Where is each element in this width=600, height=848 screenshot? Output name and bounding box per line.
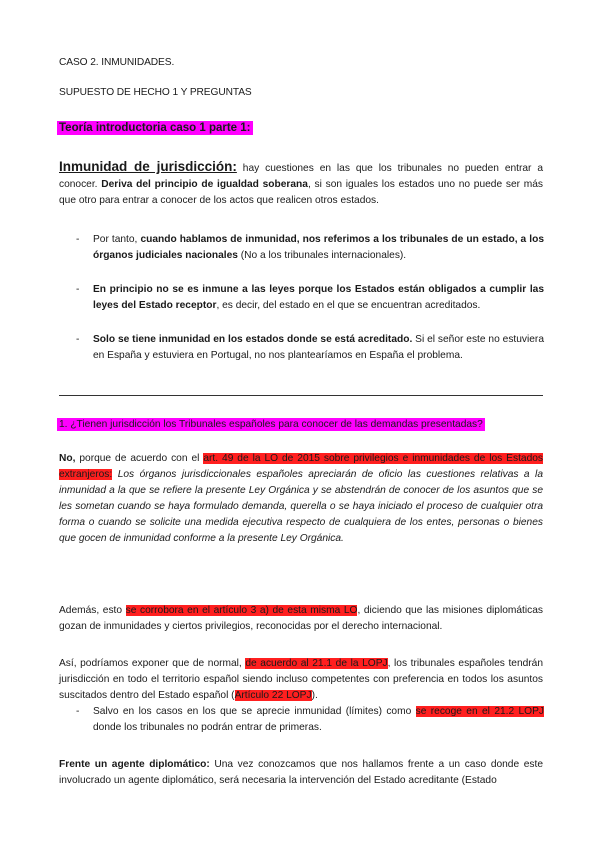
bullet-dash: -	[76, 706, 80, 717]
bullet-dash: -	[76, 284, 80, 295]
section-title: Teoría introductoria caso 1 parte 1:	[59, 122, 251, 134]
legal-reference-highlight: de acuerdo al 21.1 de la LOPJ	[245, 658, 388, 669]
ademas-paragraph: Además, esto se corrobora en el artículo 3 a) de esta misma LO, diciendo que las misiones diplomáticas gozan de inmunidades y ciertos privilegios, reconocidas por el derecho internacional.	[59, 605, 543, 632]
legal-reference-highlight: se corrobora en el artículo 3 a) de esta misma LO	[125, 605, 358, 616]
bullet-item: Por tanto, cuando hablamos de inmunidad, nos referimos a los tribunales de un estado, a los órganos judiciales nacionales (No a los tribunales internacionales).	[93, 234, 544, 261]
frente-paragraph: Frente un agente diplomático: Una vez conozcamos que nos hallamos frente a un caso donde este involucrado un agente diplomático, será necesaria la intervención del Estado acreditante (Estado	[59, 759, 543, 786]
salvo-item: Salvo en los casos en los que se aprecie inmunidad (límites) como se recoge en el 21.2 LOPJ donde los tribunales no podrán entrar de primeras.	[93, 706, 544, 733]
asi-paragraph: Así, podríamos exponer que de normal, de acuerdo al 21.1 de la LOPJ, los tribunales españoles tendrán jurisdicción en todo el territorio español siendo incluso competentes con preferencia en todos los asuntos suscitados dentro del Estado español (Artículo 22 LOPJ).	[59, 658, 543, 701]
bullet-dash: -	[76, 334, 80, 345]
intro-paragraph: Inmunidad de jurisdicción: hay cuestiones en las que los tribunales no pueden entrar a conocer. Deriva del principio de igualdad soberana, si son iguales los estados uno no puede ser más que otro para entrar a conocer de los actos que realicen otros estados.	[59, 159, 544, 206]
intro-heading: Inmunidad de jurisdicción:	[59, 159, 237, 174]
legal-reference-highlight: Artículo 22 LOPJ	[234, 690, 312, 701]
bullet-item: Solo se tiene inmunidad en los estados donde se está acreditado. Si el señor este no estuviera en España y estuviera en Portugal, no nos plantearíamos en España el problema.	[93, 334, 544, 361]
legal-reference-highlight: se recoge en el 21.2 LOPJ	[415, 706, 544, 717]
bullet-item: En principio no se es inmune a las leyes porque los Estados están obligados a cumplir las leyes del Estado receptor, es decir, del estado en el que se encuentran acreditados.	[93, 284, 544, 311]
case-title: CASO 2. INMUNIDADES.	[59, 57, 175, 68]
subtitle: SUPUESTO DE HECHO 1 Y PREGUNTAS	[59, 87, 252, 98]
horizontal-rule	[59, 395, 543, 396]
bullet-dash: -	[76, 234, 80, 245]
question-1: 1. ¿Tienen jurisdicción los Tribunales españoles para conocer de las demandas presentadas?	[59, 419, 483, 430]
legal-reference-highlight: art. 49 de la LO de 2015 sobre privilegios e inmunidades de los Estados extranjeros:	[59, 453, 543, 480]
answer-paragraph: No, porque de acuerdo con el art. 49 de la LO de 2015 sobre privilegios e inmunidades de los Estados extranjeros: Los órganos jurisdiccionales españoles apreciarán de oficio las cuestiones relativas a la inmunidad a la que se refiere la presente Ley Orgánica y se abstendrán de conocer de los asuntos que se les sometan cuando se haya formulado demanda, querella o se haya iniciado el proceso de cualquier otra forma o cuando se solicite una medida ejecutiva respecto de cualquiera de los entes, personas o bienes que gocen de inmunidad conforme a la presente Ley Orgánica.	[59, 453, 543, 544]
